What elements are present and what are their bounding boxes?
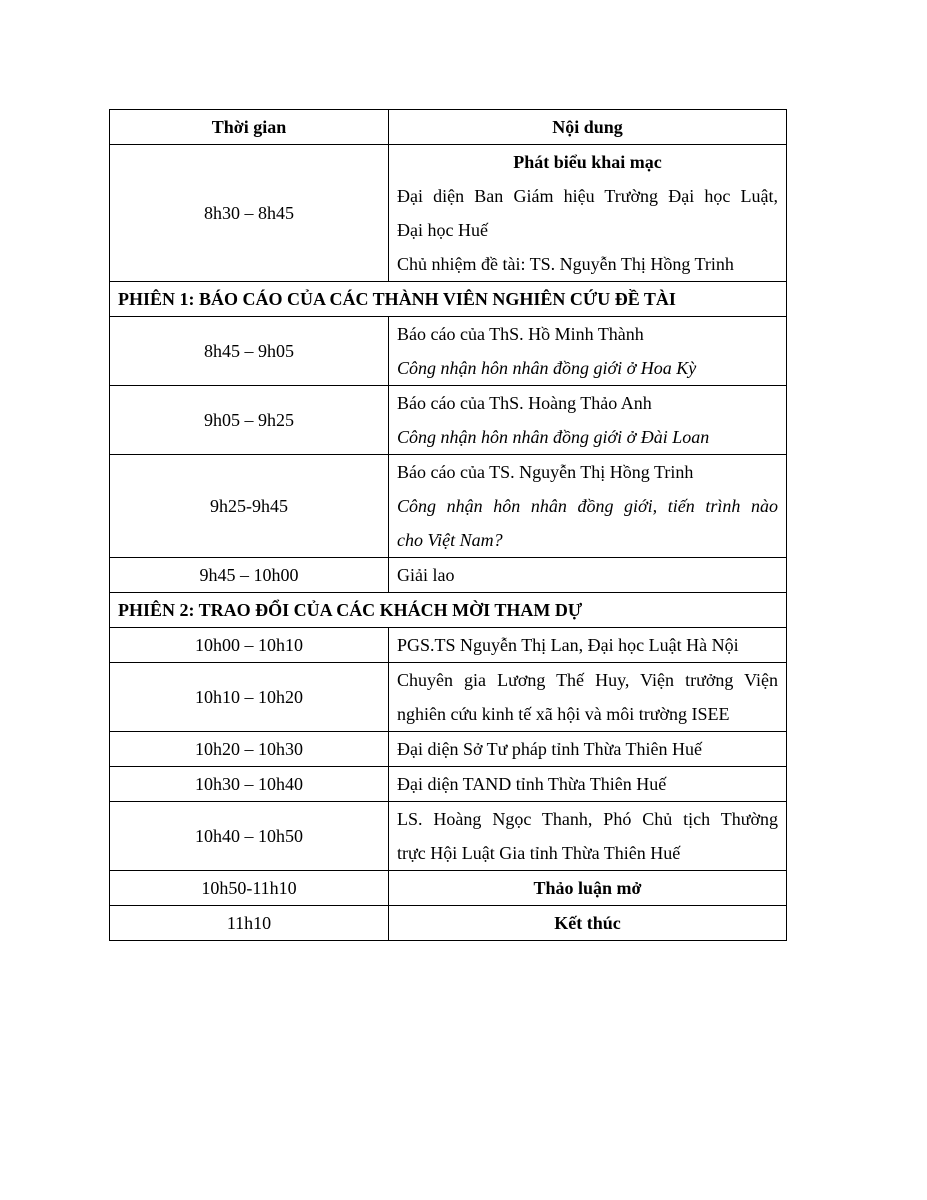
- content-cell: [389, 732, 787, 767]
- time-cell: 9h05 – 9h25: [110, 386, 389, 455]
- table-row: [110, 628, 787, 663]
- session-1-title-row: [110, 282, 787, 317]
- table-row: [110, 317, 787, 386]
- content-cell: [389, 317, 787, 386]
- table-row: [110, 767, 787, 802]
- time-cell: 10h50-11h10: [110, 871, 389, 906]
- table-row-break: [110, 558, 787, 593]
- content-cell: [389, 802, 787, 871]
- time-cell: 9h45 – 10h00: [110, 558, 389, 593]
- topic-line: Công nhận hôn nhân đồng giới, tiến trình nào: [397, 496, 778, 516]
- session-2-title-row: [110, 593, 787, 628]
- time-cell: 8h45 – 9h05: [110, 317, 389, 386]
- guest-line: PGS.TS Nguyễn Thị Lan, Đại học Luật Hà Nội: [397, 635, 739, 655]
- presenter-line: Báo cáo của ThS. Hoàng Thảo Anh: [397, 393, 652, 413]
- content-cell: [389, 145, 787, 282]
- presenter-line: Báo cáo của TS. Nguyễn Thị Hồng Trinh: [397, 462, 694, 482]
- table-row: [110, 386, 787, 455]
- guest-line: Đại diện TAND tỉnh Thừa Thiên Huế: [397, 774, 667, 794]
- time-cell: 10h30 – 10h40: [110, 767, 389, 802]
- content-cell: Giải lao: [389, 558, 787, 593]
- time-cell: 10h20 – 10h30: [110, 732, 389, 767]
- table-header-row: [110, 110, 787, 145]
- time-cell: 10h00 – 10h10: [110, 628, 389, 663]
- session-1-title: PHIÊN 1: BÁO CÁO CỦA CÁC THÀNH VIÊN NGHIÊN CỨU ĐỀ TÀI: [110, 282, 787, 317]
- opening-speaker-line: Đại diện Ban Giám hiệu Trường Đại học Luật,: [397, 186, 778, 206]
- topic-line: cho Việt Nam?: [397, 530, 503, 550]
- content-cell: Kết thúc: [389, 906, 787, 941]
- table-row-opening: [110, 145, 787, 282]
- agenda-table: [109, 109, 787, 941]
- table-row-discussion: [110, 871, 787, 906]
- guest-line: LS. Hoàng Ngọc Thanh, Phó Chủ tịch Thường: [397, 809, 778, 829]
- opening-speaker-line: Đại học Huế: [397, 220, 488, 240]
- presenter-line: Báo cáo của ThS. Hồ Minh Thành: [397, 324, 644, 344]
- content-cell: Thảo luận mở: [389, 871, 787, 906]
- table-row-closing: [110, 906, 787, 941]
- table-row: [110, 455, 787, 558]
- time-cell: 10h40 – 10h50: [110, 802, 389, 871]
- opening-title: Phát biểu khai mạc: [513, 152, 662, 172]
- content-cell: [389, 455, 787, 558]
- content-cell: [389, 663, 787, 732]
- topic-line: Công nhận hôn nhân đồng giới ở Hoa Kỳ: [397, 358, 697, 378]
- time-cell: 9h25-9h45: [110, 455, 389, 558]
- topic-line: Công nhận hôn nhân đồng giới ở Đài Loan: [397, 427, 710, 447]
- content-cell: [389, 767, 787, 802]
- content-cell: [389, 386, 787, 455]
- table-row: [110, 802, 787, 871]
- session-2-title: PHIÊN 2: TRAO ĐỔI CỦA CÁC KHÁCH MỜI THAM DỰ: [110, 593, 787, 628]
- guest-line: trực Hội Luật Gia tỉnh Thừa Thiên Huế: [397, 843, 681, 863]
- time-column-header: Thời gian: [110, 110, 389, 145]
- guest-line: nghiên cứu kinh tế xã hội và môi trường ISEE: [397, 704, 730, 724]
- content-cell: [389, 628, 787, 663]
- table-row: [110, 663, 787, 732]
- table-row: [110, 732, 787, 767]
- time-cell: 11h10: [110, 906, 389, 941]
- guest-line: Đại diện Sở Tư pháp tỉnh Thừa Thiên Huế: [397, 739, 702, 759]
- time-cell: 8h30 – 8h45: [110, 145, 389, 282]
- time-cell: 10h10 – 10h20: [110, 663, 389, 732]
- guest-line: Chuyên gia Lương Thế Huy, Viện trưởng Viện: [397, 670, 778, 690]
- content-column-header: Nội dung: [389, 110, 787, 145]
- opening-chair-line: Chủ nhiệm đề tài: TS. Nguyễn Thị Hồng Trinh: [397, 254, 734, 274]
